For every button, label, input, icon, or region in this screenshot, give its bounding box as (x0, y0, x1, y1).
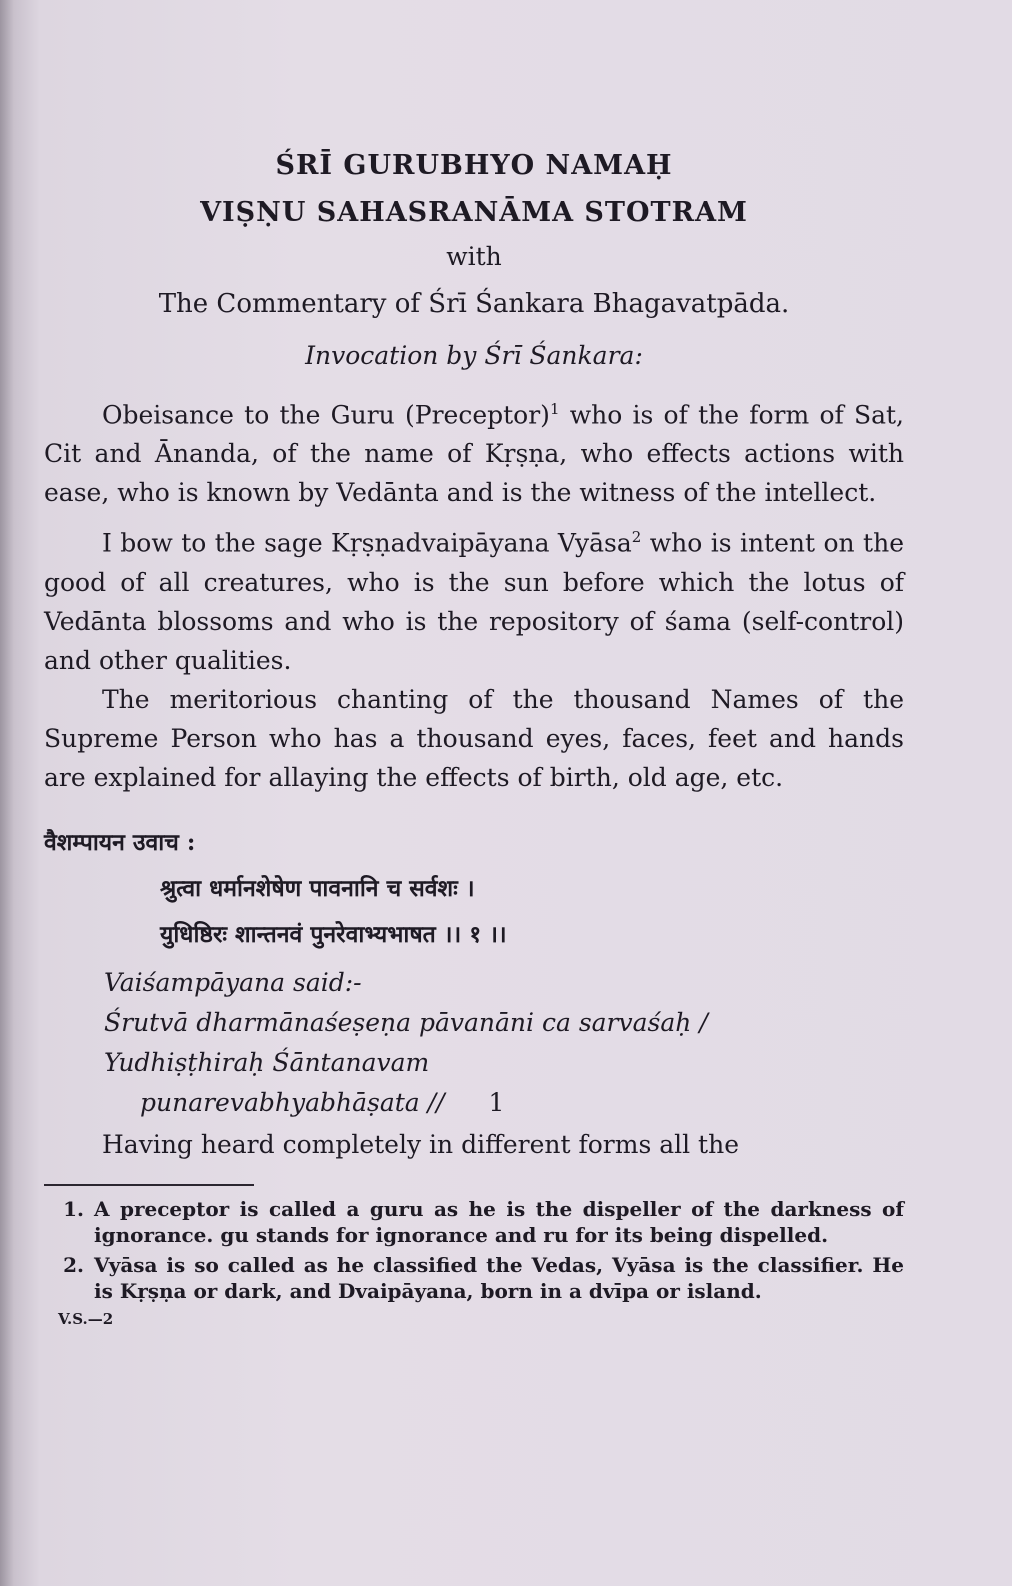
paragraph-commentary: Having heard completely in different forms all the (102, 1129, 739, 1159)
footnote-text: A preceptor is called a guru as he is the dispeller of the darkness of ignorance. gu stands for ignorance and ru for its being dispelled. (94, 1196, 904, 1247)
footnote-ref: 1 (549, 400, 560, 418)
footnote-number: 2. (63, 1252, 84, 1277)
translit-line-3-text: punarevabhyabhāṣata // (140, 1087, 445, 1117)
footnote-divider (44, 1184, 254, 1186)
page-title: ŚRĪ GURUBHYO NAMAḤ (275, 150, 673, 181)
paragraph-invocation-2 (44, 518, 904, 679)
paragraph-text: Obeisance to the Guru (Preceptor) (102, 400, 550, 430)
paragraph-text: who is of the form of Sat, Cit and Ānanda, of the name of Kṛṣṇa, who effects actions with ease, who is known by Vedānta and is the witness of the intellect. (44, 400, 905, 508)
paragraph-invocation-3: The meritorious chanting of the thousand Names of the Supreme Person who has a thousand eyes, faces, feet and hands are explained for allaying the effects of birth, old age, etc. (44, 684, 904, 792)
translit-line-2: Yudhiṣṭhiraḥ Śāntanavam (104, 1047, 430, 1077)
paragraph-text: I bow to the sage Kṛṣṇadvaipāyana Vyāsa (102, 528, 632, 558)
page-content (44, 140, 904, 1328)
sanskrit-verse-line-1: श्रुत्वा धर्मानशेषेण पावनानि च सर्वशः । (160, 874, 475, 902)
invocation-heading: Invocation by Śrī Śankara: (305, 341, 643, 370)
translit-line-1: Śrutvā dharmānaśeṣeṇa pāvanāni ca sarvaśaḥ / (104, 1007, 708, 1037)
commentary-title: The Commentary of Śrī Śankara Bhagavatpāda. (158, 289, 790, 319)
with-label: with (446, 242, 502, 271)
translit-line-3 (140, 1083, 904, 1123)
signature-mark: V.S.—2 (58, 1309, 114, 1328)
footnote-2 (44, 1252, 904, 1304)
verse-number: 1 (488, 1087, 505, 1117)
paragraph-text: who is intent on the good of all creatures, who is the sun before which the lotus of Vedānta blossoms and who is the repository of śama (self-control) and other qualities. (44, 528, 904, 675)
footnote-text: Vyāsa is so called as he classified the Vedas, Vyāsa is the classifier. He is Kṛṣṇa or dark, and Dvaipāyana, born in a dvīpa or island. (94, 1252, 904, 1303)
footnote-number: 1. (63, 1196, 84, 1221)
footnote-1 (44, 1196, 904, 1248)
footnote-ref: 2 (631, 528, 642, 547)
paragraph-invocation-1 (44, 390, 904, 512)
sanskrit-speaker: वैशम्पायन उवाच : (44, 828, 196, 856)
translit-speaker: Vaiśampāyana said:- (104, 967, 362, 997)
text-title: VIṢṆU SAHASRANĀMA STOTRAM (200, 197, 748, 228)
sanskrit-verse-line-2: युधिष्ठिरः शान्तनवं पुनरेवाभ्यभाषत ।। १ ।। (160, 920, 507, 948)
